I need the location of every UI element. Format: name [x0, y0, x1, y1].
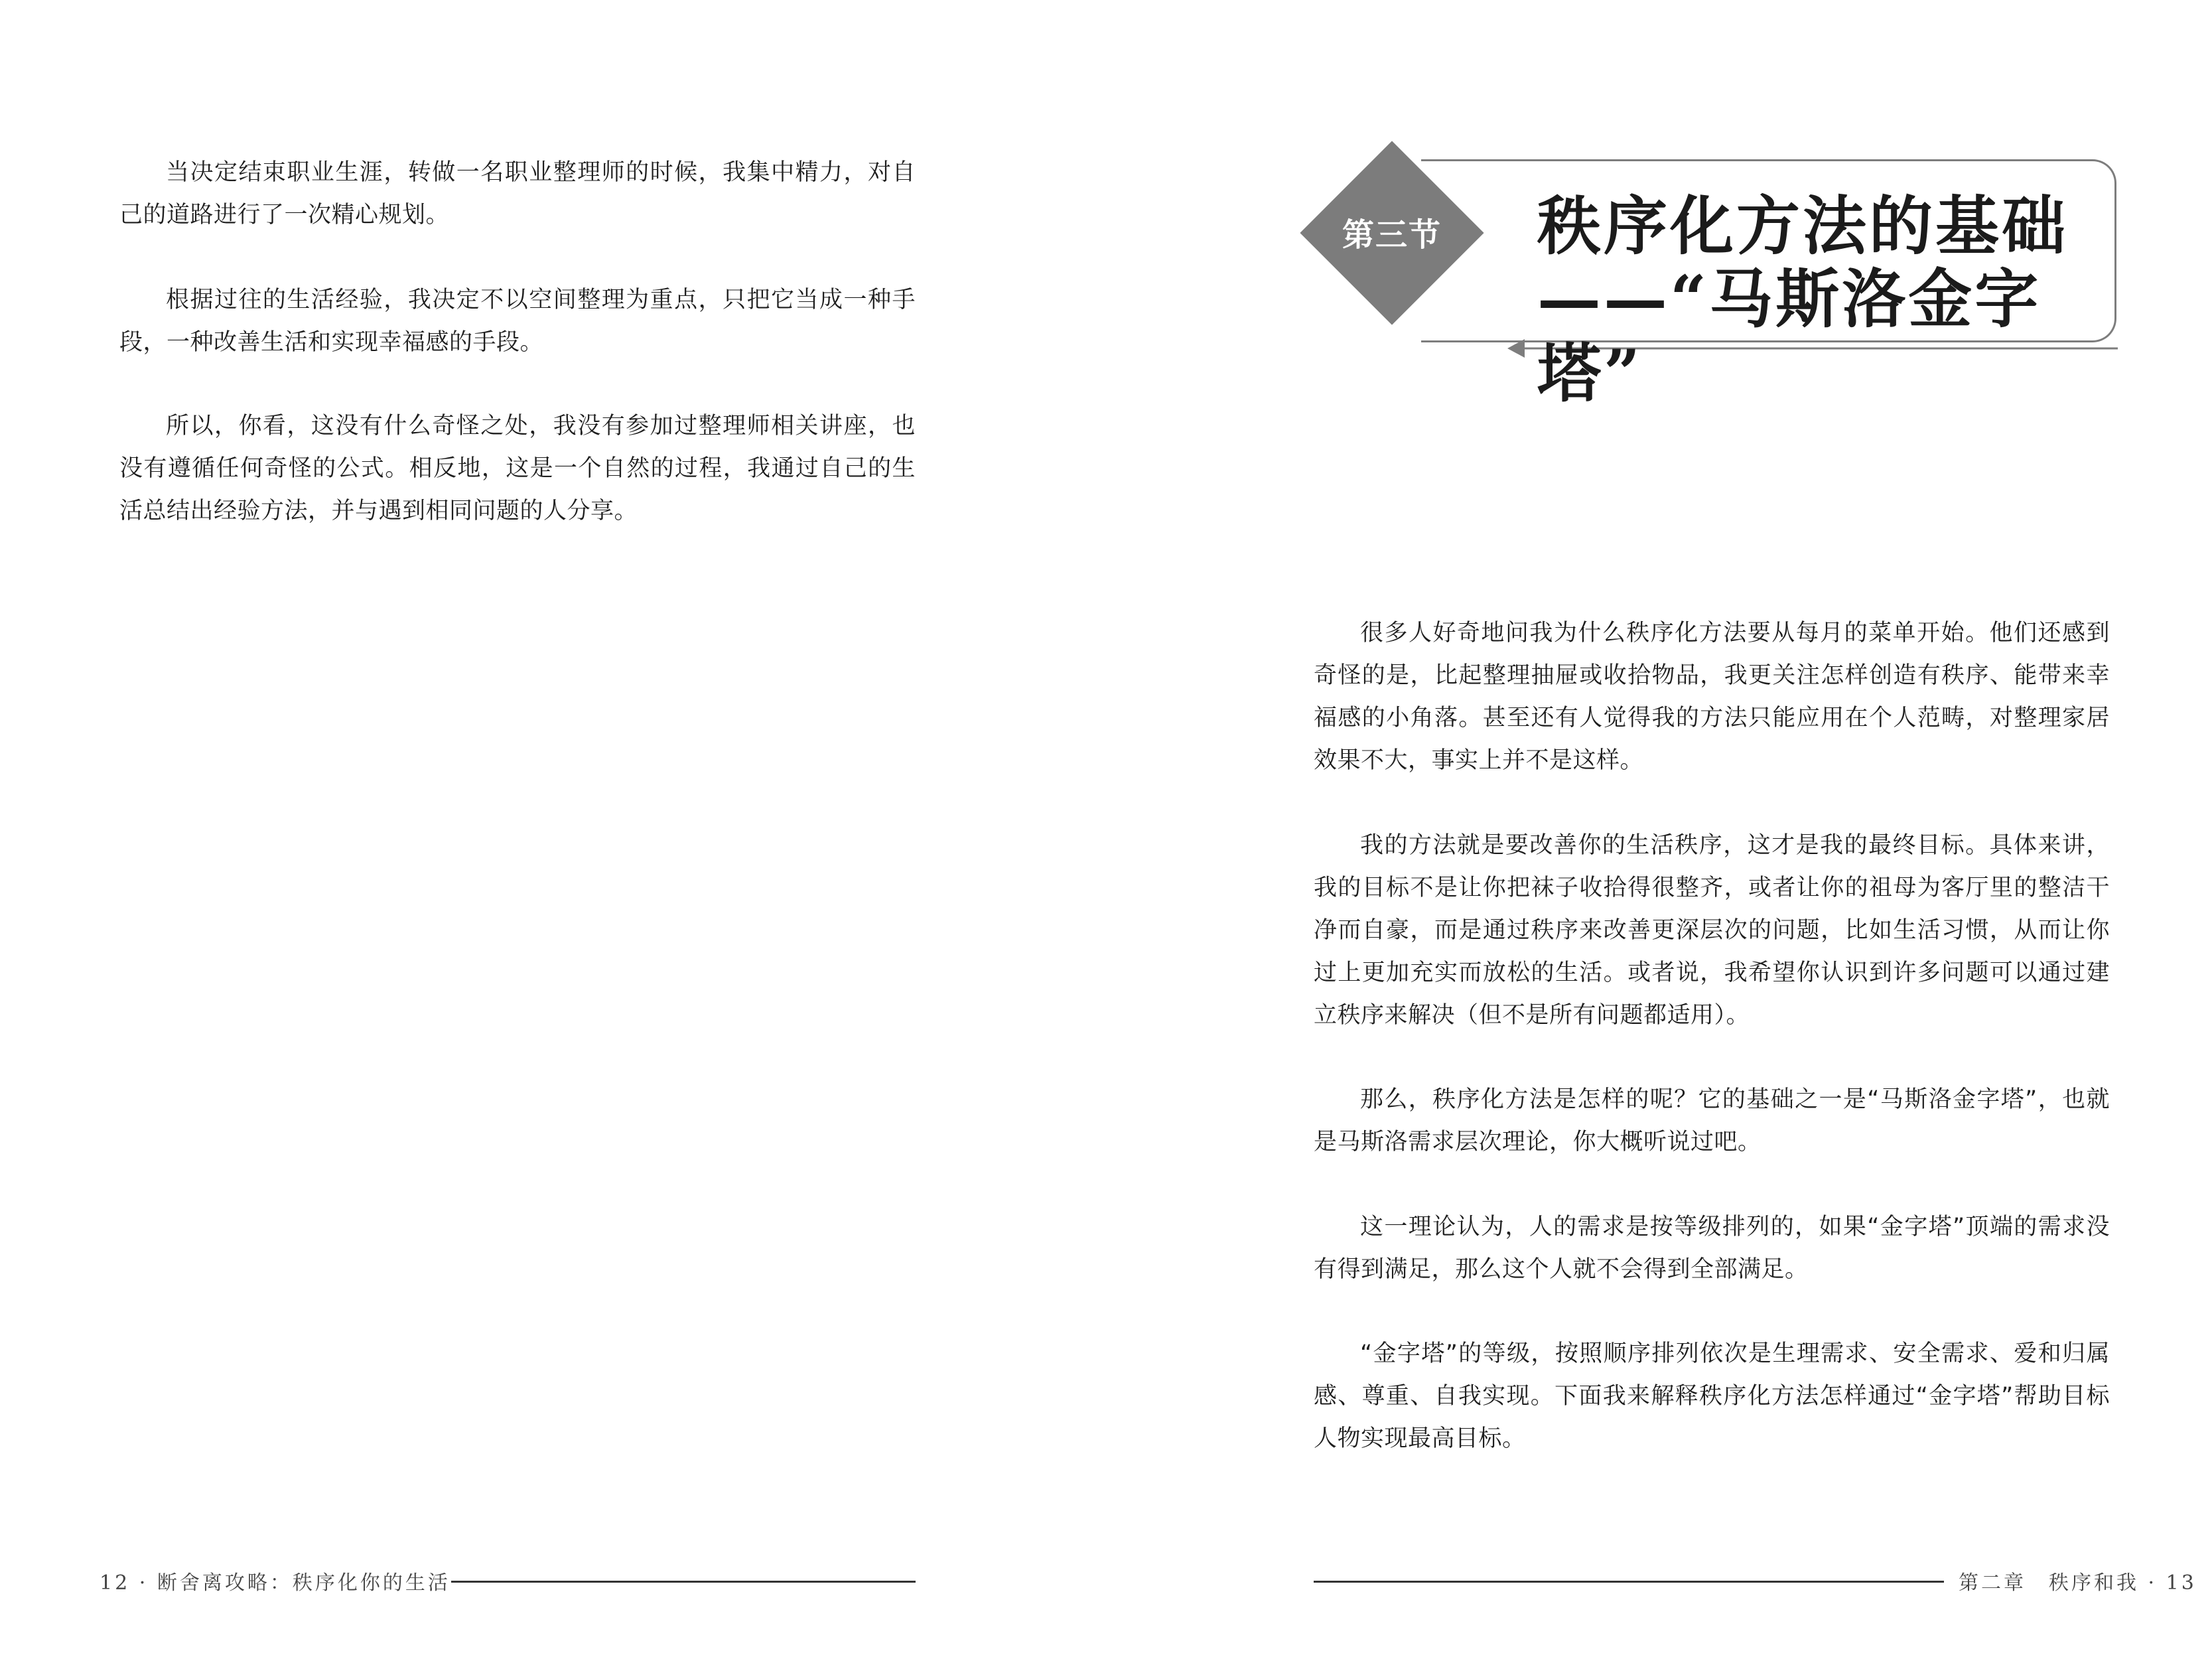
- body-paragraph: 根据过往的生活经验，我决定不以空间整理为重点，只把它当成一种手段，一种改善生活和实现幸福感的手段。: [119, 287, 916, 356]
- chapter-title: 第二章 秩序和我: [1959, 1571, 2139, 1595]
- footer-rule: [451, 1581, 916, 1583]
- body-paragraph: “金字塔”的等级，按照顺序排列依次是生理需求、安全需求、爱和归属感、尊重、自我实现。下面我来解释秩序化方法怎样通过“金字塔”帮助目标人物实现最高目标。: [1314, 1340, 2110, 1452]
- footer-separator: ·: [139, 1571, 149, 1595]
- right-page: [1106, 0, 2212, 1659]
- body-paragraph: 我的方法就是要改善你的生活秩序，这才是我的最终目标。具体来讲，我的目标不是让你把袜子收拾得很整齐，或者让你的祖母为客厅里的整洁干净而自豪，而是通过秩序来改善更深层次的问题，比如生活习惯，从而让你过上更加充实而放松的生活。或者说，我希望你认识到许多问题可以通过建立秩序来解决（但不是所有问题都适用）。: [1314, 832, 2110, 1029]
- section-label: 第三节: [1342, 216, 1442, 253]
- footer-separator: ·: [2148, 1571, 2158, 1595]
- left-footer: [100, 1566, 450, 1595]
- section-title: 秩序化方法的基础: [1537, 188, 2068, 263]
- book-title: 断舍离攻略：秩序化你的生活: [157, 1571, 450, 1595]
- body-paragraph: 很多人好奇地问我为什么秩序化方法要从每月的菜单开始。他们还感到奇怪的是，比起整理抽屉或收拾物品，我更关注怎样创造有秩序、能带来幸福感的小角落。甚至还有人觉得我的方法只能应用在个人范畴，对整理家居效果不大，事实上并不是这样。: [1314, 620, 2110, 774]
- footer-rule: [1314, 1581, 1944, 1583]
- section-subtitle: ——“马斯洛金字塔”: [1537, 261, 2041, 411]
- body-paragraph: 所以，你看，这没有什么奇怪之处，我没有参加过整理师相关讲座，也没有遵循任何奇怪的公式。相反地，这是一个自然的过程，我通过自己的生活总结出经验方法，并与遇到相同问题的人分享。: [119, 413, 916, 524]
- page-number: 13: [2166, 1571, 2197, 1595]
- page-number: 12: [100, 1571, 131, 1595]
- right-footer: [1959, 1566, 2197, 1595]
- body-paragraph: 当决定结束职业生涯，转做一名职业整理师的时候，我集中精力，对自己的道路进行了一次精心规划。: [119, 159, 916, 228]
- body-paragraph: 那么，秩序化方法是怎样的呢？它的基础之一是“马斯洛金字塔”，也就是马斯洛需求层次理论，你大概听说过吧。: [1314, 1086, 2110, 1155]
- section-heading: [1308, 149, 2131, 411]
- body-paragraph: 这一理论认为，人的需求是按等级排列的，如果“金字塔”顶端的需求没有得到满足，那么这个人就不会得到全部满足。: [1314, 1214, 2110, 1283]
